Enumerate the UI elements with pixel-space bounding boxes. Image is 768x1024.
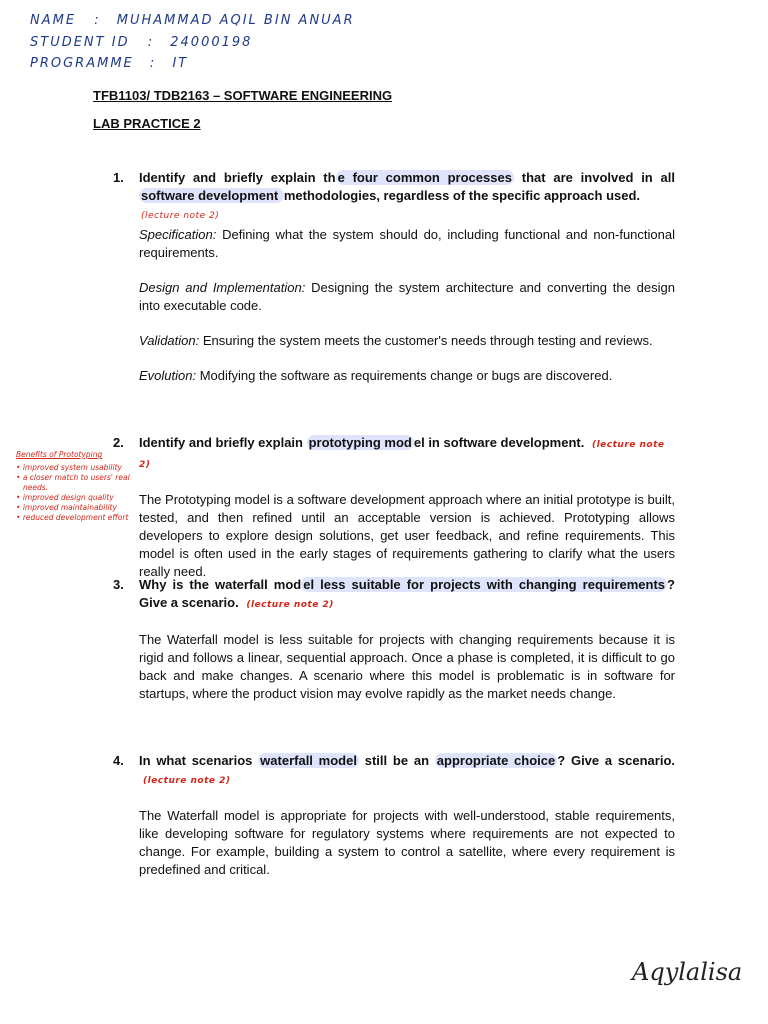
- highlight: e four common processes: [337, 170, 512, 185]
- lecture-note: (lecture note 2): [143, 776, 231, 786]
- name-value: MUHAMMAD AQIL BIN ANUAR: [116, 13, 355, 28]
- highlight: el less suitable for projects with changing requirements: [303, 577, 666, 592]
- question-3: [113, 576, 675, 703]
- question-text: Identify and briefly explain prototyping mod el in software development. (lecture note 2): [139, 435, 665, 470]
- question-number: 1.: [113, 170, 124, 185]
- side-note-item: • improved system usability: [16, 463, 122, 472]
- question-number: 4.: [113, 753, 124, 768]
- lecture-note: (lecture note 2): [141, 211, 220, 221]
- lab-title: LAB PRACTICE 2: [93, 116, 201, 131]
- answer-paragraph: Design and Implementation: Designing the system architecture and converting the design into executable code.: [139, 280, 675, 313]
- side-note-item: • reduced development effort: [16, 513, 129, 522]
- separator: :: [149, 56, 157, 71]
- side-note-item: • improved maintainability: [16, 503, 117, 512]
- question-text: In what scenarios waterfall model still be an appropriate choice ? Give a scenario. (lecture note 2): [139, 753, 675, 786]
- separator: :: [94, 13, 101, 28]
- name-line: [30, 13, 355, 28]
- programme-value: IT: [172, 56, 189, 71]
- question-text: Identify and briefly explain th e four common processes that are involved in all software development methodologies, regardless of the specific approach used.: [139, 170, 675, 203]
- programme-line: [30, 56, 188, 71]
- answer-paragraph: Validation: Ensuring the system meets the customer's needs through testing and reviews.: [139, 333, 653, 348]
- student-id-line: [30, 35, 252, 50]
- student-id-value: 24000198: [170, 35, 253, 50]
- separator: :: [147, 35, 155, 50]
- side-note-title: Benefits of Prototyping: [16, 450, 103, 459]
- side-note-item: • improved design quality: [16, 493, 114, 502]
- question-4: [113, 752, 675, 879]
- question-2: [113, 434, 675, 581]
- programme-label: PROGRAMME: [30, 56, 134, 71]
- highlight: appropriate choice: [436, 753, 556, 768]
- student-id-label: STUDENT ID: [30, 35, 130, 50]
- question-text: Why is the waterfall mod el less suitable for projects with changing requirements ? Give a scenario. (lecture note 2): [139, 577, 675, 610]
- side-note-item: • a closer match to users' real needs.: [16, 473, 130, 492]
- lecture-note: (lecture note 2): [139, 440, 665, 470]
- name-label: NAME: [30, 13, 77, 28]
- answer-paragraph: Specification: Defining what the system should do, including functional and non-functional requirements.: [139, 227, 675, 260]
- side-note: [16, 450, 136, 523]
- answer-paragraph: Evolution: Modifying the software as requirements change or bugs are discovered.: [139, 368, 613, 383]
- highlight: waterfall model: [260, 753, 357, 768]
- highlight: software development: [141, 188, 282, 203]
- answer-paragraph: The Waterfall model is less suitable for projects with changing requirements because it is rigid and follows a linear, sequential approach. Once a phase is completed, it is difficult to go back and make changes. A scenario where this model is problematic is in software for startups, where the product vision may evolve rapidly as the market needs change.: [139, 632, 675, 701]
- answer-paragraph: The Waterfall model is appropriate for projects with well-understood, stable requirements, like developing software for regulatory systems where requirements are not expected to change. For example, building a system to control a satellite, where every requirement is predefined and critical.: [139, 808, 675, 877]
- lecture-note: (lecture note 2): [246, 600, 334, 610]
- question-1: [113, 169, 675, 385]
- course-title: TFB1103/ TDB2163 – SOFTWARE ENGINEERING: [93, 88, 393, 103]
- highlight: prototyping mod: [308, 435, 412, 450]
- signature: Aqylalisa: [632, 958, 743, 986]
- question-number: 2.: [113, 435, 124, 450]
- answer-paragraph: The Prototyping model is a software development approach where an initial prototype is built, tested, and then refined until an acceptable version is achieved. Prototyping allows developers to explore design solutions, get user feedback, and refine requirements. This model is often used in the early stages of requirements gathering to clarify what the users really need.: [139, 492, 675, 579]
- question-number: 3.: [113, 577, 124, 592]
